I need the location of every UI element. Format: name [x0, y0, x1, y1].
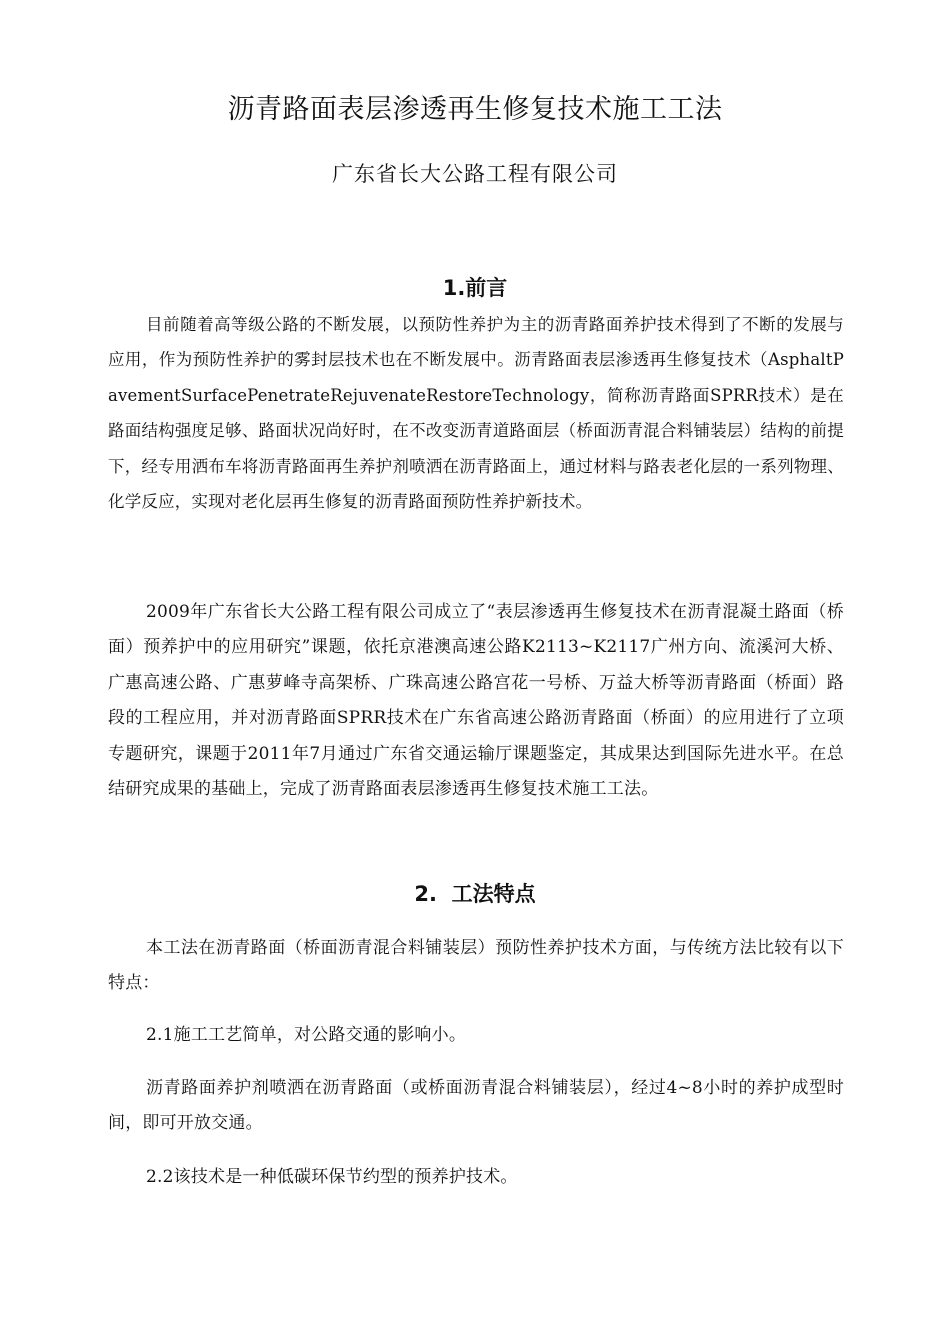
preface-paragraph-1: 目前随着高等级公路的不断发展，以预防性养护为主的沥青路面养护技术得到了不断的发展与应用，作为预防性养护的雾封层技术也在不断发展中。沥青路面表层渗透再生修复技术（AsphaltPavementSurfacePenetrateRejuvenateRestoreTechnology，简称沥青路面SPRR技术）是在路面结构强度足够、路面状况尚好时，在不改变沥青道路面层（桥面沥青混合料铺装层）结构的前提下，经专用洒布车将沥青路面再生养护剂喷洒在沥青路面上，通过材料与路表老化层的一系列物理、化学反应，实现对老化层再生修复的沥青路面预防性养护新技术。: [108, 315, 844, 512]
company-name: 广东省长大公路工程有限公司: [332, 162, 618, 186]
feature-2-1-paragraph: 沥青路面养护剂喷洒在沥青路面（或桥面沥青混合料铺装层），经过4~8小时的养护成型时间，即可开放交通。: [108, 1078, 844, 1134]
preface-paragraph-2: 2009年广东省长大公路工程有限公司成立了“表层渗透再生修复技术在沥青混凝土路面（桥面）预养护中的应用研究”课题，依托京港澳高速公路K2113~K2117广州方向、流溪河大桥、广惠高速公路、广惠萝峰寺高架桥、广珠高速公路宫花一号桥、万益大桥等沥青路面（桥面）路段的工程应用，并对沥青路面SPRR技术在广东省高速公路沥青路面（桥面）的应用进行了立项专题研究，课题于2011年7月通过广东省交通运输厅课题鉴定，其成果达到国际先进水平。在总结研究成果的基础上，完成了沥青路面表层渗透再生修复技术施工工法。: [108, 602, 844, 800]
section-heading-preface: 1.前言: [442, 276, 508, 300]
section-heading-features: 2. 工法特点: [414, 882, 536, 906]
document-title: 沥青路面表层渗透再生修复技术施工工法: [227, 94, 723, 125]
features-intro-paragraph: 本工法在沥青路面（桥面沥青混合料铺装层）预防性养护技术方面，与传统方法比较有以下特点：: [108, 938, 844, 994]
feature-2-2-heading: 2.2该技术是一种低碳环保节约型的预养护技术。: [146, 1167, 518, 1187]
feature-2-1-heading: 2.1施工工艺简单，对公路交通的影响小。: [146, 1025, 467, 1045]
